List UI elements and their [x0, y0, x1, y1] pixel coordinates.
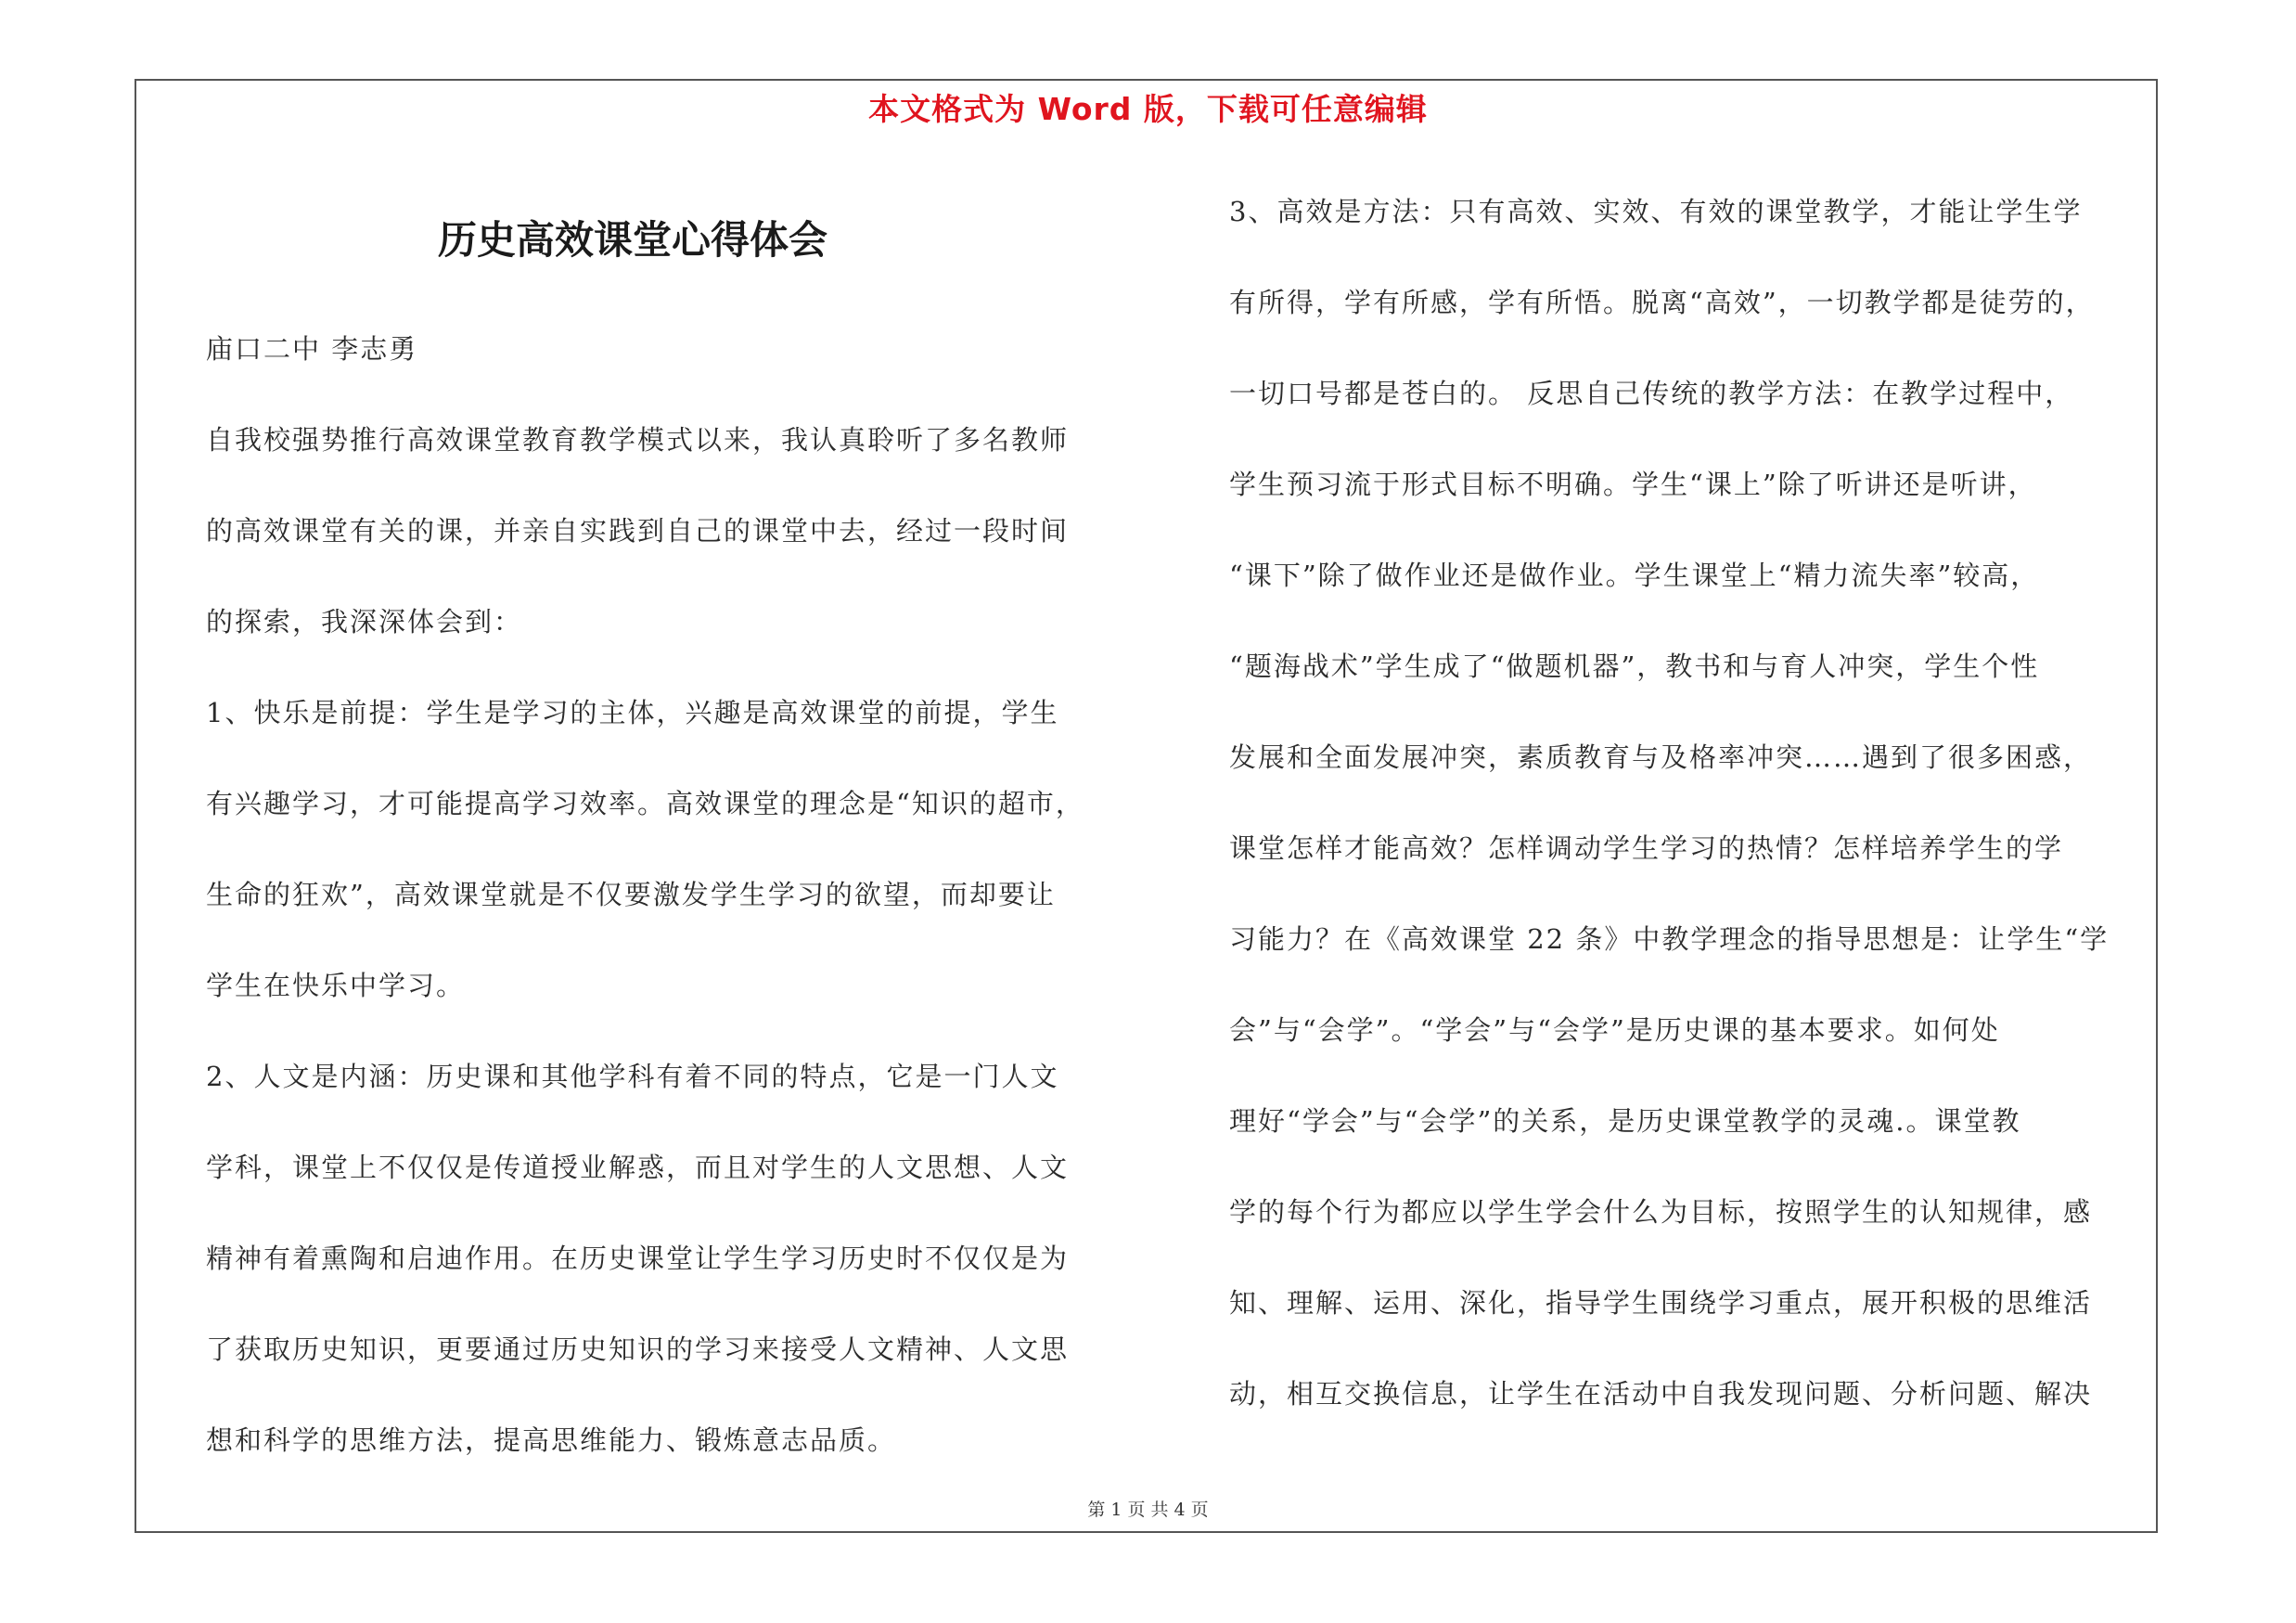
left-line: 了获取历史知识，更要通过历史知识的学习来接受人文精神、人文思: [206, 1333, 1070, 1365]
format-banner: 本文格式为 Word 版，下载可任意编辑: [868, 91, 1428, 127]
left-line: 的高效课堂有关的课，并亲自实践到自己的课堂中去，经过一段时间: [206, 515, 1070, 547]
right-line: 一切口号都是苍白的。 反思自己传统的教学方法：在教学过程中，: [1229, 378, 2074, 409]
right-line: 习能力？在《高效课堂 22 条》中教学理念的指导思想是：让学生“学: [1229, 923, 2110, 955]
right-line: 有所得，学有所感，学有所悟。脱离“高效”，一切教学都是徒劳的，: [1229, 287, 2095, 318]
author-line: 庙口二中 李志勇: [206, 333, 418, 365]
left-line: 想和科学的思维方法，提高思维能力、锻炼意志品质。: [206, 1424, 897, 1456]
left-line: 的探索，我深深体会到：: [206, 606, 523, 638]
left-line: 学生在快乐中学习。: [206, 970, 466, 1001]
right-line: 课堂怎样才能高效？怎样调动学生学习的热情？怎样培养学生的学: [1229, 832, 2064, 864]
left-line: 2、人文是内涵：历史课和其他学科有着不同的特点，它是一门人文: [206, 1061, 1059, 1092]
right-line: 会”与“会学”。“学会”与“会学”是历史课的基本要求。如何处: [1229, 1014, 2000, 1046]
right-line: “题海战术”学生成了“做题机器”，教书和与育人冲突，学生个性: [1229, 650, 2040, 682]
right-line: “课下”除了做作业还是做作业。学生课堂上“精力流失率”较高，: [1229, 560, 2040, 591]
page-number: 第 1 页 共 4 页: [1087, 1500, 1209, 1520]
right-line: 发展和全面发展冲突，素质教育与及格率冲突……遇到了很多困惑，: [1229, 741, 2093, 773]
left-line: 生命的狂欢”，高效课堂就是不仅要激发学生学习的欲望，而却要让: [206, 879, 1056, 910]
right-line: 3、高效是方法：只有高效、实效、有效的课堂教学，才能让学生学: [1229, 196, 2083, 227]
left-line: 自我校强势推行高效课堂教育教学模式以来，我认真聆听了多名教师: [206, 424, 1070, 456]
left-line: 精神有着熏陶和启迪作用。在历史课堂让学生学习历史时不仅仅是为: [206, 1243, 1070, 1274]
left-line: 学科，课堂上不仅仅是传道授业解惑，而且对学生的人文思想、人文: [206, 1152, 1070, 1183]
right-line: 学生预习流于形式目标不明确。学生“课上”除了听讲还是听讲，: [1229, 469, 2037, 500]
right-line: 理好“学会”与“会学”的关系，是历史课堂教学的灵魂.。课堂教: [1229, 1105, 2021, 1137]
document-title: 历史高效课堂心得体会: [437, 217, 827, 263]
right-line: 学的每个行为都应以学生学会什么为目标，按照学生的认知规律，感: [1229, 1196, 2093, 1228]
left-line: 1、快乐是前提：学生是学习的主体，兴趣是高效课堂的前提，学生: [206, 697, 1059, 728]
right-line: 知、理解、运用、深化，指导学生围绕学习重点，展开积极的思维活: [1229, 1287, 2093, 1319]
right-line: 动，相互交换信息，让学生在活动中自我发现问题、分析问题、解决: [1229, 1378, 2093, 1410]
left-line: 有兴趣学习，才可能提高学习效率。高效课堂的理念是“知识的超市，: [206, 788, 1084, 819]
